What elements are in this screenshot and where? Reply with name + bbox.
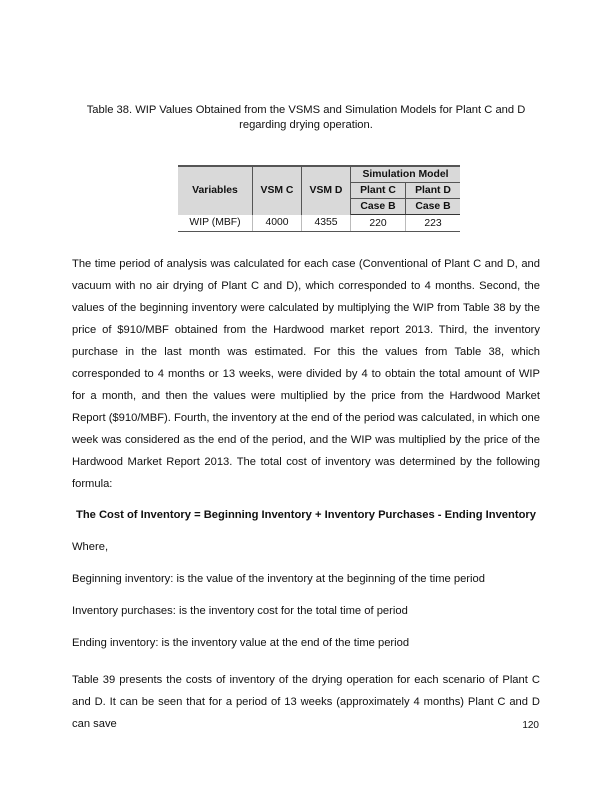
header-plant-d: Plant D xyxy=(406,183,461,199)
table-row xyxy=(178,215,460,232)
caption-line-2: regarding drying operation. xyxy=(239,119,373,131)
header-case-b-plant-c: Case B xyxy=(351,199,406,215)
paragraph-results xyxy=(72,669,540,735)
caption-line-1: Table 38. WIP Values Obtained from the VSMS and Simulation Models for Plant C and D xyxy=(86,104,526,116)
definition-ending-inventory: Ending inventory: is the inventory value at the end of the time period xyxy=(72,637,410,649)
wip-table xyxy=(178,165,460,232)
definition-beginning-inventory: Beginning inventory: is the value of the inventory at the beginning of the time period xyxy=(72,573,485,585)
page-number: 120 xyxy=(522,720,539,731)
header-plant-c: Plant C xyxy=(351,183,406,199)
cell-plant-d-case-b: 223 xyxy=(406,215,461,232)
header-case-b-plant-d: Case B xyxy=(406,199,461,215)
where-label: Where, xyxy=(72,541,109,553)
header-variables: Variables xyxy=(178,166,253,215)
paragraph-1-text: The time period of analysis was calculated for each case (Conventional of Plant C and D, and vacuum with no air drying of Plant C and D), which corresponded to 4 months. Second, the values of the beginning inventory were calculated by multiplying the WIP from Table 38 by the price of $910/MBF obtained from the Hardwood market report 2013. Third, the inventory purchase in the last month was estimated. For this the values from Table 38, which corresponded to 4 months or 13 weeks, were divided by 4 to obtain the total amount of WIP for a month, and then the values were multiplied by the price from the Hardwood Market Report ($910/MBF). Fourth, the inventory at the end of the period was calculated, in which one week was considered as the end of the period, and the WIP was multiplied by the price of the Hardwood Market Report 2013. The total cost of inventory was determined by the following formula: xyxy=(72,258,540,490)
header-vsm-d: VSM D xyxy=(302,166,351,215)
table-caption xyxy=(70,103,542,133)
header-vsm-c: VSM C xyxy=(253,166,302,215)
cell-variable: WIP (MBF) xyxy=(178,215,253,232)
cell-plant-c-case-b: 220 xyxy=(351,215,406,232)
cost-formula: The Cost of Inventory = Beginning Inventory + Inventory Purchases - Ending Inventory xyxy=(75,509,536,521)
header-simulation-model: Simulation Model xyxy=(351,166,461,183)
paragraph-2-text: Table 39 presents the costs of inventory of the drying operation for each scenario of Plant C and D. It can be seen that for a period of 13 weeks (approximately 4 months) Plant C and D can save xyxy=(72,674,540,730)
cell-vsm-c: 4000 xyxy=(253,215,302,232)
cell-vsm-d: 4355 xyxy=(302,215,351,232)
definition-inventory-purchases: Inventory purchases: is the inventory cost for the total time of period xyxy=(72,605,408,617)
paragraph-method xyxy=(72,253,540,495)
